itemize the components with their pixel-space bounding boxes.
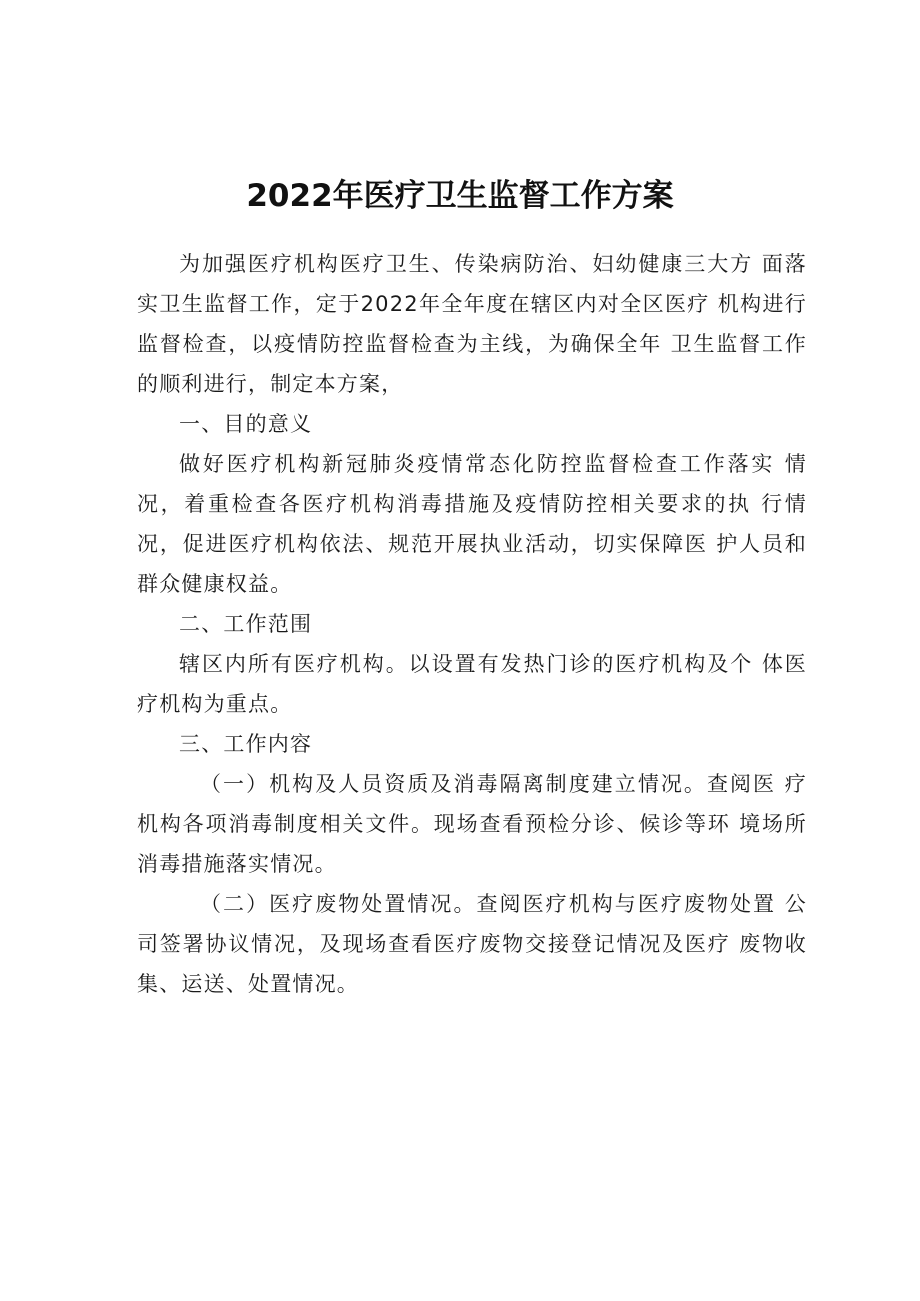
purpose-paragraph: 做好医疗机构新冠肺炎疫情常态化防控监督检查工作落实 情况，着重检查各医疗机构消毒措施及疫情防控相关要求的执 行情况，促进医疗机构依法、规范开展执业活动，切实保障医 护人员和群众健康权益。 bbox=[137, 452, 807, 596]
section-heading-scope: 二、工作范围 bbox=[179, 612, 313, 636]
section-heading-content: 三、工作内容 bbox=[179, 732, 313, 756]
intro-paragraph: 为加强医疗机构医疗卫生、传染病防治、妇幼健康三大方 面落实卫生监督工作，定于2022年全年度在辖区内对全区医疗 机构进行监督检查，以疫情防控监督检查为主线，为确保全年 卫生监督工作的顺利进行，制定本方案， bbox=[137, 252, 807, 396]
document-body bbox=[137, 244, 807, 1004]
scope-paragraph: 辖区内所有医疗机构。以设置有发热门诊的医疗机构及个 体医疗机构为重点。 bbox=[137, 652, 807, 716]
document-title: 2022年医疗卫生监督工作方案 bbox=[246, 178, 674, 214]
content-item-2: （二）医疗废物处置情况。查阅医疗机构与医疗废物处置 公司签署协议情况，及现场查看医疗废物交接登记情况及医疗 废物收集、运送、处置情况。 bbox=[137, 892, 807, 996]
content-item-1: （一）机构及人员资质及消毒隔离制度建立情况。查阅医 疗机构各项消毒制度相关文件。现场查看预检分诊、候诊等环 境场所消毒措施落实情况。 bbox=[137, 772, 807, 876]
section-heading-purpose: 一、目的意义 bbox=[179, 412, 313, 436]
